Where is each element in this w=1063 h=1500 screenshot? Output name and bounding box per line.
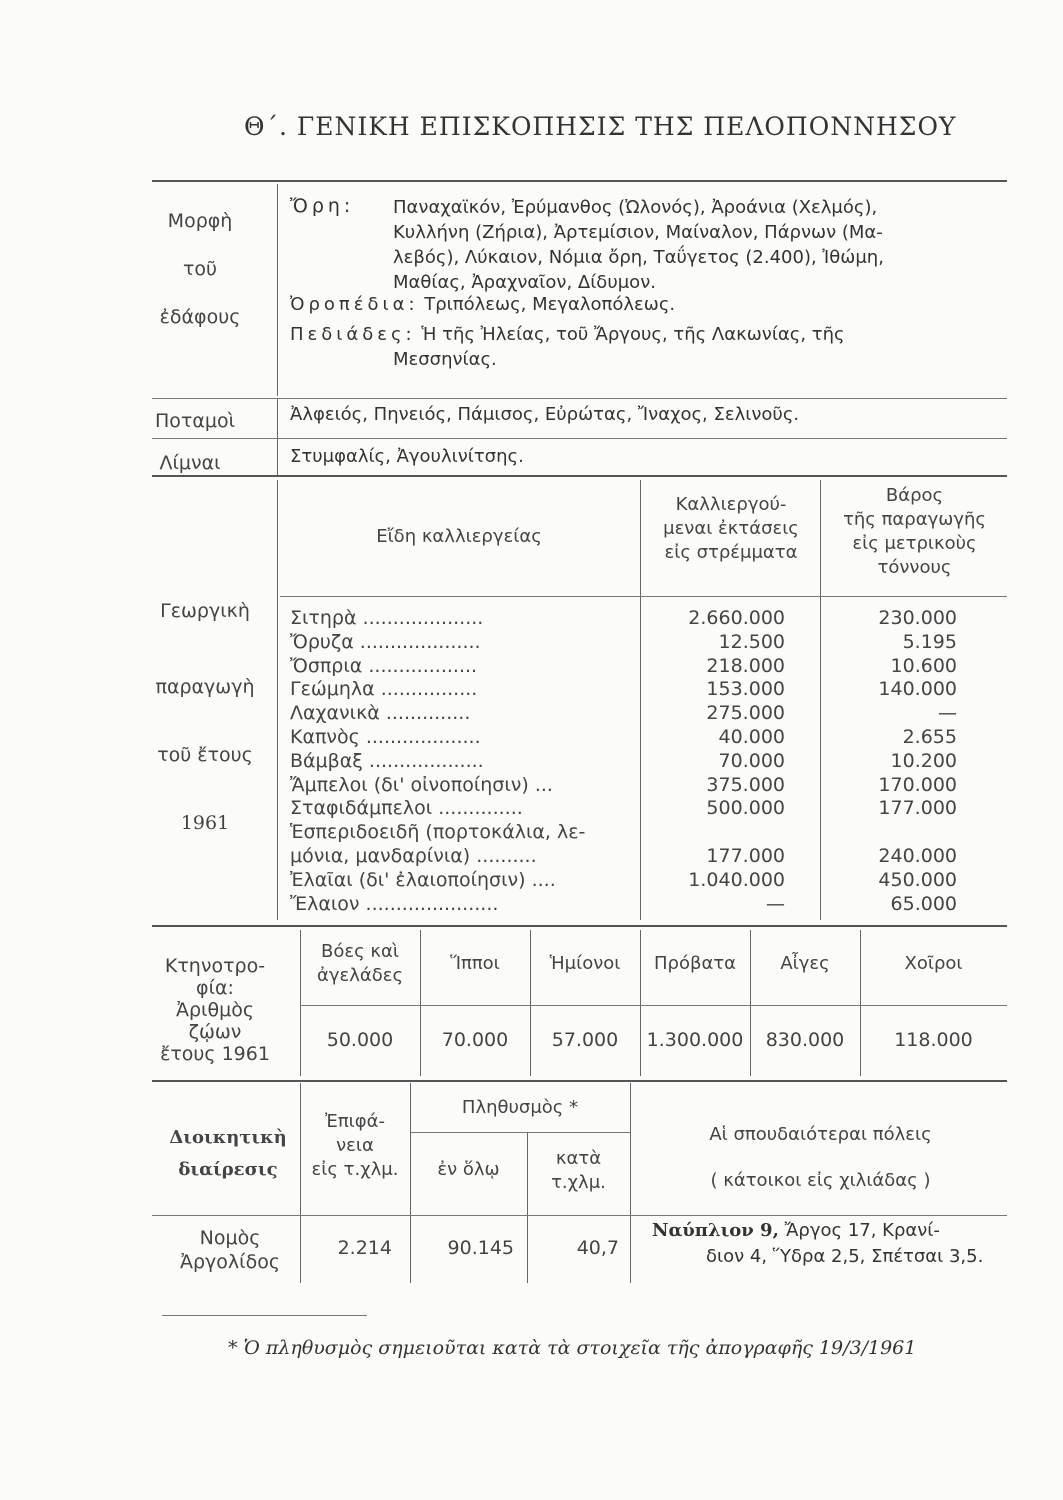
georgiki-divider-3 <box>820 480 821 920</box>
livestock-header <box>300 940 420 988</box>
livestock-header <box>530 952 640 976</box>
dioikisi-divider-3 <box>527 1133 528 1283</box>
oropedia-line: Ὀροπέδια: Τριπόλεως, Μεγαλοπόλεως. <box>290 294 676 315</box>
col-weight-header: Βάρος τῆς παραγωγῆς εἰς μετρικοὺς τόννους <box>843 485 986 578</box>
footnote-rule <box>162 1315 367 1316</box>
col-crop-header: Εἴδη καλλιεργείας <box>376 526 542 547</box>
crop-weight: 10.200 <box>890 749 957 772</box>
crop-weight: 5.195 <box>902 630 957 653</box>
livestock-value: 118.000 <box>894 1029 973 1051</box>
crop-name: Ἐλαῖαι (δι' ἐλαιοποίησιν) .... <box>290 868 556 891</box>
nomos-population: 90.145 <box>447 1237 514 1259</box>
crop-weight: 177.000 <box>878 797 957 820</box>
crop-name: Σταφιδάμπελοι .............. <box>290 797 523 820</box>
dioikisi-divider-4 <box>630 1083 631 1283</box>
nomos-name: Νομὸς Ἀργολίδος <box>179 1227 280 1273</box>
crop-weight: 140.000 <box>878 678 957 701</box>
livestock-header <box>640 952 750 976</box>
livestock-header-line: Βόες καὶ <box>321 941 399 962</box>
crop-area: 218.000 <box>706 654 785 677</box>
morfi-divider <box>277 184 278 396</box>
crop-weight: 65.000 <box>890 892 957 915</box>
livestock-header-line: Ἡμίονοι <box>549 953 621 974</box>
col-area-header: Καλλιεργού- μεναι ἐκτάσεις εἰς στρέμματα <box>663 494 799 563</box>
crop-area: 153.000 <box>706 678 785 701</box>
limnai-label: Λίμναι <box>159 452 221 474</box>
crop-name: Ἑσπεριδοειδῆ (πορτοκάλια, λε- <box>290 821 586 844</box>
rule-dioikisi <box>152 1080 1007 1082</box>
crop-weight: 2.655 <box>902 726 957 748</box>
livestock-value: 57.000 <box>551 1029 619 1051</box>
crop-weight: 170.000 <box>878 773 957 796</box>
top-rule <box>152 180 1007 182</box>
potamoi-text: Ἀλφειός, Πηνειός, Πάμισος, Εὐρώτας, Ἴναχος, Σελινοῦς. <box>290 404 800 425</box>
crop-name: Ὄσπρια .................. <box>290 654 478 677</box>
ktinotrofia-side-label: Κτηνοτρο- φία: Ἀριθμὸς ζῴων ἔτους 1961 <box>160 955 270 1065</box>
footnote: * Ὁ πληθυσμὸς σημειοῦται κατὰ τὰ στοιχεῖα τῆς ἀπογραφῆς 19/3/1961 <box>228 1337 917 1359</box>
crop-weight: 240.000 <box>878 845 957 867</box>
limnai-text: Στυμφαλίς, Ἀγουλινίτσης. <box>290 446 524 467</box>
livestock-header <box>420 952 530 976</box>
potamoi-label: Ποταμοὶ <box>154 410 236 432</box>
georgiki-divider-2 <box>640 480 641 920</box>
livestock-header-line: Χοῖροι <box>904 953 963 974</box>
livestock-value: 1.300.000 <box>646 1029 744 1051</box>
col-pop-total-header: ἐν ὅλῳ <box>437 1159 500 1180</box>
livestock-header-line: Πρόβατα <box>653 953 737 974</box>
crop-area: 2.660.000 <box>688 607 785 629</box>
rule-limnai <box>152 438 1007 439</box>
livestock-header-line: Αἶγες <box>780 953 830 974</box>
livestock-value: 70.000 <box>441 1029 509 1051</box>
livestock-header <box>860 952 1007 976</box>
crop-area: 1.040.000 <box>688 868 785 891</box>
crop-name: Ἔλαιον ...................... <box>290 892 499 915</box>
col-pop-km-header: κατὰ τ.χλμ. <box>551 1148 606 1193</box>
crop-area: 12.500 <box>718 630 785 653</box>
page-title: Θ΄. ΓΕΝΙΚΗ ΕΠΙΣΚΟΠΗΣΙΣ ΤΗΣ ΠΕΛΟΠΟΝΝΗΣΟΥ <box>244 112 957 141</box>
crop-name: Λαχανικὰ .............. <box>290 702 471 725</box>
nomos-cities: Ναύπλιον 9, Ἄργος 17, Κρανί- διον 4, Ὕδρα 2,5, Σπέτσαι 3,5. <box>652 1220 984 1267</box>
livestock-value: 50.000 <box>326 1029 394 1051</box>
crop-area: 40.000 <box>718 726 785 748</box>
crop-area: 70.000 <box>718 749 785 772</box>
crop-area: 177.000 <box>706 845 785 867</box>
livestock-header <box>750 952 860 976</box>
crop-name: Γεώμηλα ................ <box>290 678 478 701</box>
georgiki-divider-1 <box>277 480 278 920</box>
col-epifaneia-header: Ἐπιφά- νεια εἰς τ.χλμ. <box>311 1111 399 1180</box>
georgiki-side-label: Γεωργικὴ παραγωγὴ τοῦ ἔτους 1961 <box>155 600 255 834</box>
rule-ktinotrofia <box>152 925 1007 927</box>
potamoi-divider <box>277 399 278 475</box>
crop-name: Ἄμπελοι (δι' οἰνοποίησιν) ... <box>290 773 553 796</box>
crop-area: 500.000 <box>706 797 785 820</box>
crop-name: Σιτηρὰ .................... <box>290 607 484 629</box>
ori-text: Παναχαϊκόν, Ἐρύμανθος (Ὠλονός), Ἀροάνια (Χελμός), Κυλλήνη (Ζήρια), Ἀρτεμίσιον, Μαίναλον, Πάρνων (Μα- λεβός), Λύκαιον, Νόμια ὄρη, Ταΰγετος (2.400), Ἰθώμη, Μαθίας, Ἀραχναῖον, Δίδυμον. <box>393 197 884 293</box>
morfi-side-label: Μορφὴ τοῦ ἐδάφους <box>159 210 241 328</box>
dioikisi-header-rule <box>152 1215 1007 1216</box>
crop-area: 375.000 <box>706 773 785 796</box>
crop-weight: 230.000 <box>878 607 957 629</box>
crop-area: — <box>766 892 785 915</box>
georgiki-header-rule <box>280 596 1007 597</box>
ori-label: Ὄρη: <box>290 195 355 217</box>
rule-potamoi <box>152 398 1007 399</box>
crop-weight: 450.000 <box>878 868 957 891</box>
crop-name: Βάμβαξ ................... <box>290 749 484 772</box>
crop-weight: — <box>938 702 957 725</box>
pop-header-rule <box>410 1132 630 1133</box>
crop-name: Καπνὸς ................... <box>290 726 481 748</box>
livestock-divider <box>300 930 301 1076</box>
crop-weight: 10.600 <box>890 654 957 677</box>
ktino-mid-rule <box>300 1005 1007 1006</box>
livestock-header-line: ἀγελάδες <box>316 965 404 986</box>
rule-georgiki <box>152 475 1007 477</box>
livestock-header-line: Ἵπποι <box>450 953 500 974</box>
col-population-header: Πληθυσμὸς * <box>461 1097 579 1118</box>
crop-area: 275.000 <box>706 702 785 725</box>
crop-name: Ὄρυζα .................... <box>290 630 481 653</box>
col-cities-header: Αἱ σπουδαιότεραι πόλεις ( κάτοικοι εἰς χιλιάδας ) <box>709 1124 932 1191</box>
nomos-area: 2.214 <box>337 1237 392 1259</box>
crop-name: μόνια, μανδαρίνια) .......... <box>290 845 537 867</box>
dioikisi-side-label: Διοικητικὴ διαίρεσις <box>169 1127 287 1180</box>
pediades-line: Πεδιάδες: Ἡ τῆς Ἠλείας, τοῦ Ἄργους, τῆς Λακωνίας, τῆς Μεσσηνίας. <box>290 324 845 370</box>
livestock-value: 830.000 <box>765 1029 845 1051</box>
nomos-density: 40,7 <box>576 1237 619 1259</box>
